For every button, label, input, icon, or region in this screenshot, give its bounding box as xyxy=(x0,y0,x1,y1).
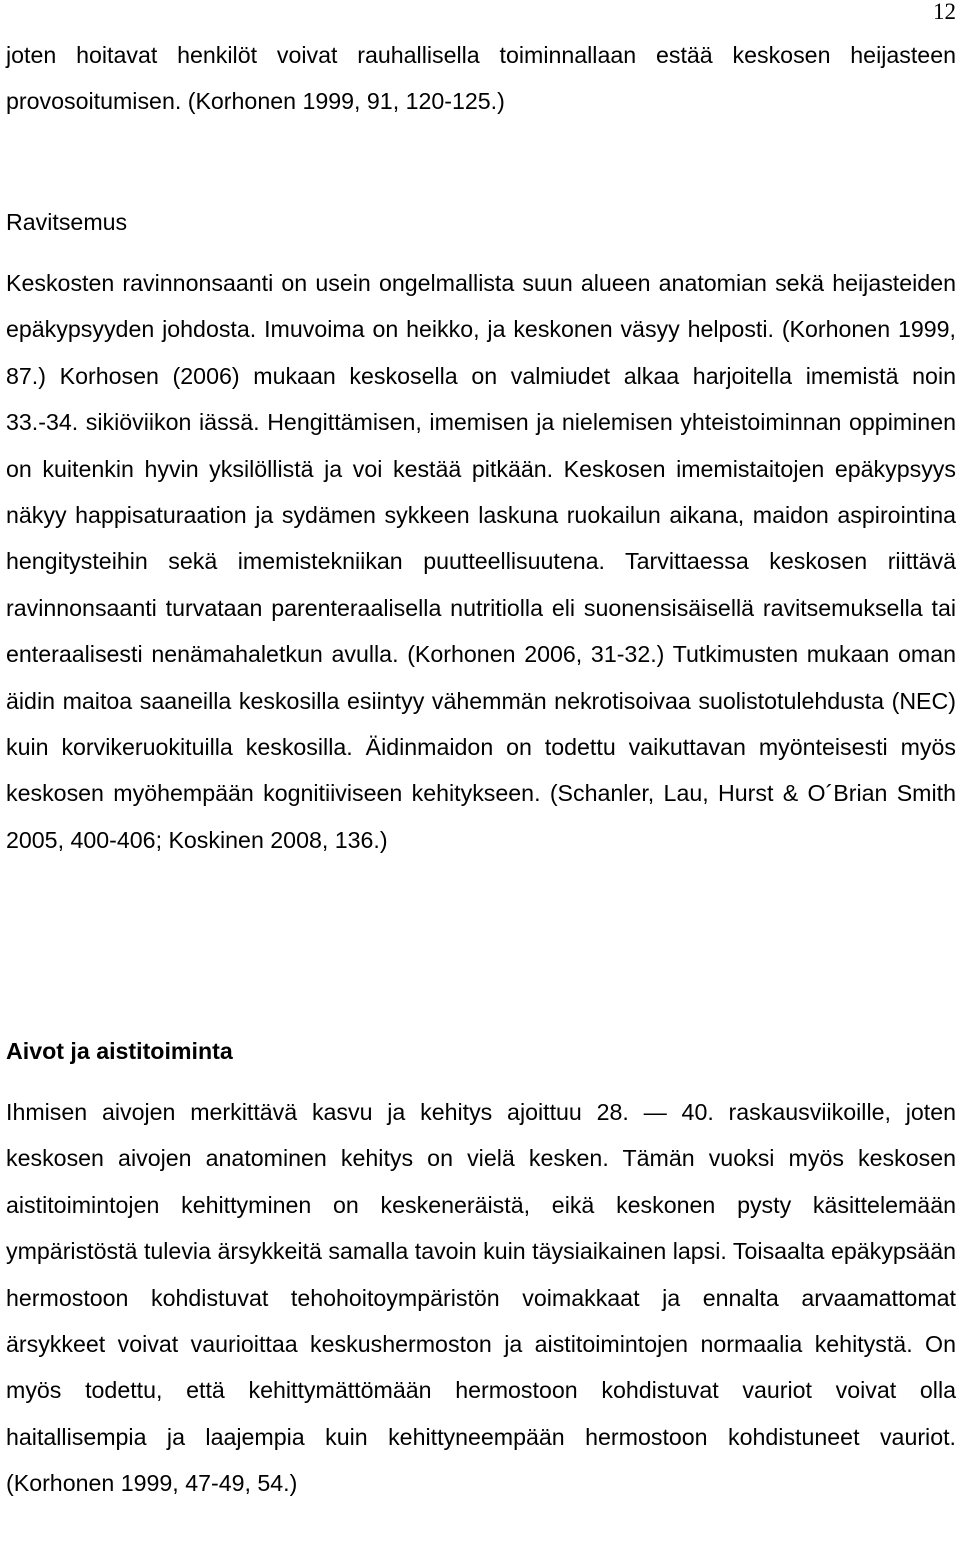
heading-ravitsemus: Ravitsemus xyxy=(6,209,128,235)
page-number: 12 xyxy=(933,0,956,24)
paragraph-intro: joten hoitavat henkilöt voivat rauhallisella toiminnallaan estää keskosen heijasteen provosoitumisen. (Korhonen 1999, 91, 120-125.) xyxy=(6,42,956,115)
heading-aivot-ja-aistitoiminta: Aivot ja aistitoiminta xyxy=(6,1038,233,1064)
paragraph-ravitsemus: Keskosten ravinnonsaanti on usein ongelmallista suun alueen anatomian sekä heijasteiden epäkypsyyden johdosta. Imuvoima on heikko, ja keskonen väsyy helposti. (Korhonen 1999, 87.) Korhosen (2006) mukaan keskosella on valmiudet alkaa harjoitella imemistä noin 33.-34. sikiöviikon iässä. Hengittämisen, imemisen ja nielemisen yhteistoiminnan oppiminen on kuitenkin hyvin yksilöllistä ja voi kestää pitkään. Keskosen imemistaitojen epäkypsyys näkyy happisaturaation ja sydämen sykkeen laskuna ruokailun aikana, maidon aspirointina hengitysteihin sekä imemistekniikan puutteellisuutena. Tarvittaessa keskosen riittävä ravinnonsaanti turvataan parenteraalisella nutritiolla eli suonensisäisellä ravitsemuksella tai enteraalisesti nenämahaletkun avulla. (Korhonen 2006, 31-32.) Tutkimusten mukaan oman äidin maitoa saaneilla keskosilla esiintyy vähemmän nekrotisoivaa suolistotulehdusta (NEC) kuin korvikeruokituilla keskosilla. Äidinmaidon on todettu vaikuttavan myönteisesti myös keskosen myöhempään kognitiiviseen kehitykseen. (Schanler, Lau, Hurst & O´Brian Smith 2005, 400-406; Koskinen 2008, 136.) xyxy=(6,270,956,853)
paragraph-aivot: Ihmisen aivojen merkittävä kasvu ja kehitys ajoittuu 28. — 40. raskausviikoille, joten keskosen aivojen anatominen kehitys on vielä kesken. Tämän vuoksi myös keskosen aistitoimintojen kehittyminen on keskeneräistä, eikä keskonen pysty käsittelemään ympäristöstä tulevia ärsykkeitä samalla tavoin kuin täysiaikainen lapsi. Toisaalta epäkypsään hermostoon kohdistuvat tehohoitoympäristön voimakkaat ja ennalta arvaamattomat ärsykkeet voivat vaurioittaa keskushermoston ja aistitoimintojen normaalia kehitystä. On myös todettu, että kehittymättömään hermostoon kohdistuvat vauriot voivat olla haitallisempia ja laajempia kuin kehittyneempään hermostoon kohdistuneet vauriot. (Korhonen 1999, 47-49, 54.) xyxy=(6,1099,956,1497)
